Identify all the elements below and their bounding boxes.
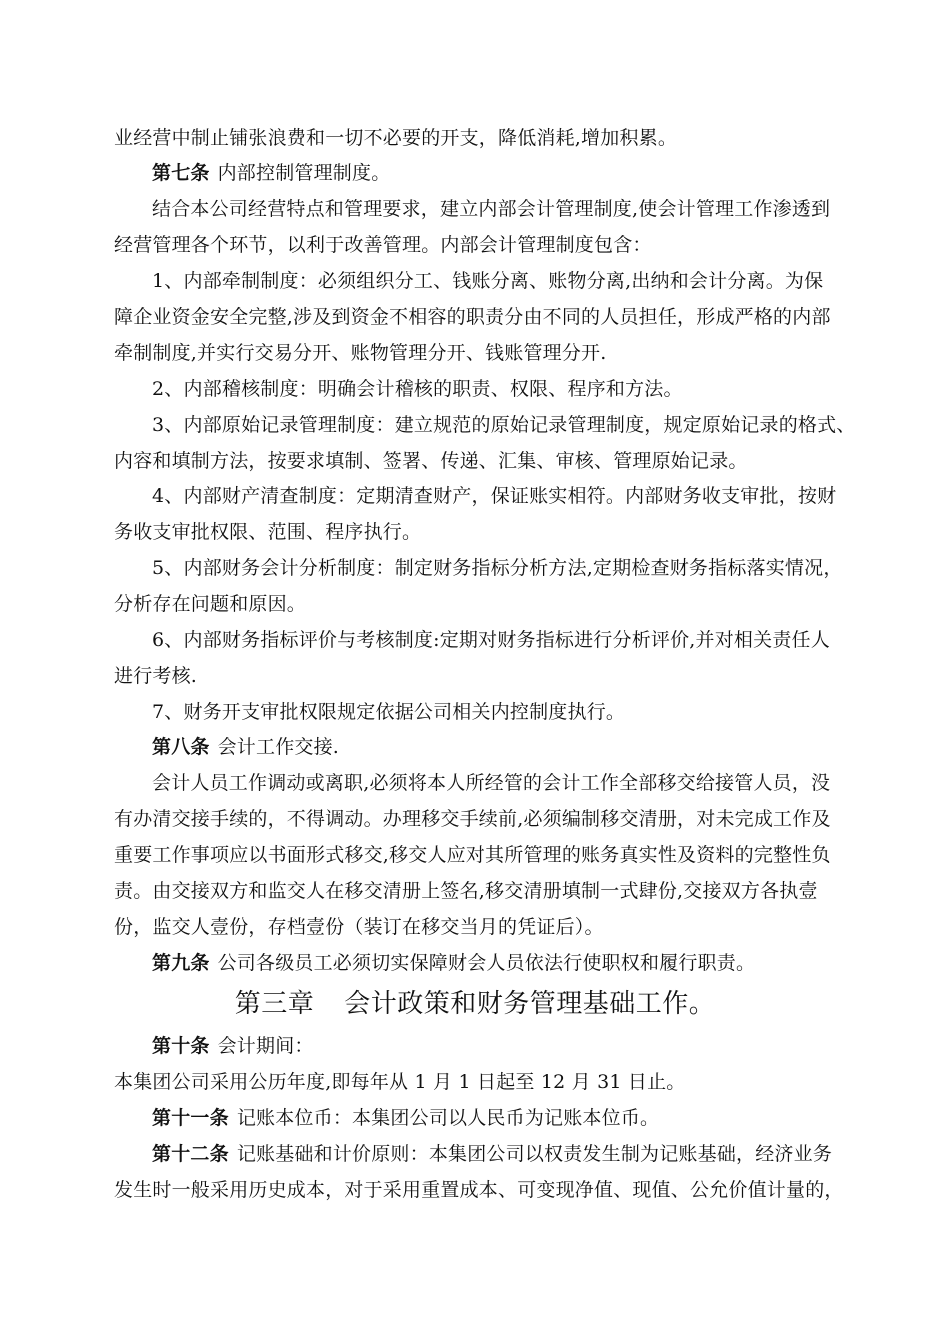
article-title: 会计期间： — [217, 1035, 314, 1057]
paragraph-line: 业经营中制止铺张浪费和一切不必要的开支，降低消耗,增加积累。 — [114, 127, 678, 149]
chapter-title: 会计政策和财务管理基础工作。 — [344, 989, 716, 1019]
list-item-5: 5、内部财务会计分析制度：制定财务指标分析方法,定期检查财务指标落实情况， — [152, 557, 843, 579]
paragraph-line: 会计人员工作调动或离职,必须将本人所经管的会计工作全部移交给接管人员，没 — [152, 772, 831, 794]
article-title: 内部控制管理制度。 — [217, 162, 391, 184]
paragraph-line: 内容和填制方法，按要求填制、签署、传递、汇集、审核、管理原始记录。 — [114, 450, 748, 472]
paragraph-line: 有办清交接手续的，不得调动。办理移交手续前,必须编制移交清册，对未完成工作及 — [114, 808, 831, 830]
article-heading-8 — [152, 735, 854, 759]
article-title: 会计工作交接. — [217, 736, 340, 758]
list-item-7: 7、财务开支审批权限规定依据公司相关内控制度执行。 — [152, 701, 626, 723]
article-title: 记账本位币：本集团公司以人民币为记账本位币。 — [236, 1107, 660, 1129]
article-label: 第八条 — [152, 736, 210, 758]
chapter-number: 第三章 — [234, 989, 315, 1019]
article-label: 第九条 — [152, 952, 210, 974]
article-label: 第十条 — [152, 1035, 210, 1057]
article-heading-12 — [152, 1142, 854, 1166]
article-heading-11 — [152, 1106, 854, 1130]
list-item-3: 3、内部原始记录管理制度：建立规范的原始记录管理制度，规定原始记录的格式、 — [152, 414, 856, 436]
article-label: 第七条 — [152, 162, 210, 184]
article-label: 第十一条 — [152, 1107, 229, 1129]
list-item-2: 2、内部稽核制度：明确会计稽核的职责、权限、程序和方法。 — [152, 378, 683, 400]
article-label: 第十二条 — [152, 1143, 229, 1165]
paragraph-line: 本集团公司采用公历年度,即每年从 1 月 1 日起至 12 月 31 日止。 — [114, 1071, 686, 1093]
paragraph-line: 进行考核. — [114, 665, 198, 687]
paragraph-line: 务收支审批权限、范围、程序执行。 — [114, 521, 422, 543]
article-title: 记账基础和计价原则：本集团公司以权责发生制为记账基础，经济业务 — [236, 1143, 833, 1165]
article-heading-9 — [152, 951, 854, 975]
article-title: 公司各级员工必须切实保障财会人员依法行使职权和履行职责。 — [217, 952, 756, 974]
paragraph-line: 份，监交人壹份，存档壹份（装订在移交当月的凭证后）。 — [114, 916, 604, 938]
paragraph-line: 结合本公司经营特点和管理要求，建立内部会计管理制度,使会计管理工作渗透到 — [152, 198, 831, 220]
article-heading-7 — [152, 161, 854, 185]
paragraph-line: 牵制制度,并实行交易分开、账物管理分开、钱账管理分开. — [114, 342, 607, 364]
paragraph-line: 责。由交接双方和监交人在移交清册上签名,移交清册填制一式肆份,交接双方各执壹 — [114, 880, 818, 902]
chapter-heading — [0, 988, 950, 1020]
paragraph-line: 障企业资金安全完整,涉及到资金不相容的职责分由不同的人员担任，形成严格的内部 — [114, 306, 831, 328]
article-heading-10 — [152, 1034, 854, 1058]
paragraph-line: 经营管理各个环节，以利于改善管理。内部会计管理制度包含： — [114, 234, 652, 256]
list-item-1: 1、内部牵制制度：必须组织分工、钱账分离、账物分离,出纳和会计分离。为保 — [152, 270, 824, 292]
list-item-6: 6、内部财务指标评价与考核制度:定期对财务指标进行分析评价,并对相关责任人 — [152, 629, 830, 651]
paragraph-line: 重要工作事项应以书面形式移交,移交人应对其所管理的账务真实性及资料的完整性负 — [114, 844, 831, 866]
paragraph-line: 发生时一般采用历史成本，对于采用重置成本、可变现净值、现值、公允价值计量的， — [114, 1179, 844, 1201]
paragraph-line: 分析存在问题和原因。 — [114, 593, 307, 615]
list-item-4: 4、内部财产清查制度：定期清查财产，保证账实相符。内部财务收支审批，按财 — [152, 485, 837, 507]
